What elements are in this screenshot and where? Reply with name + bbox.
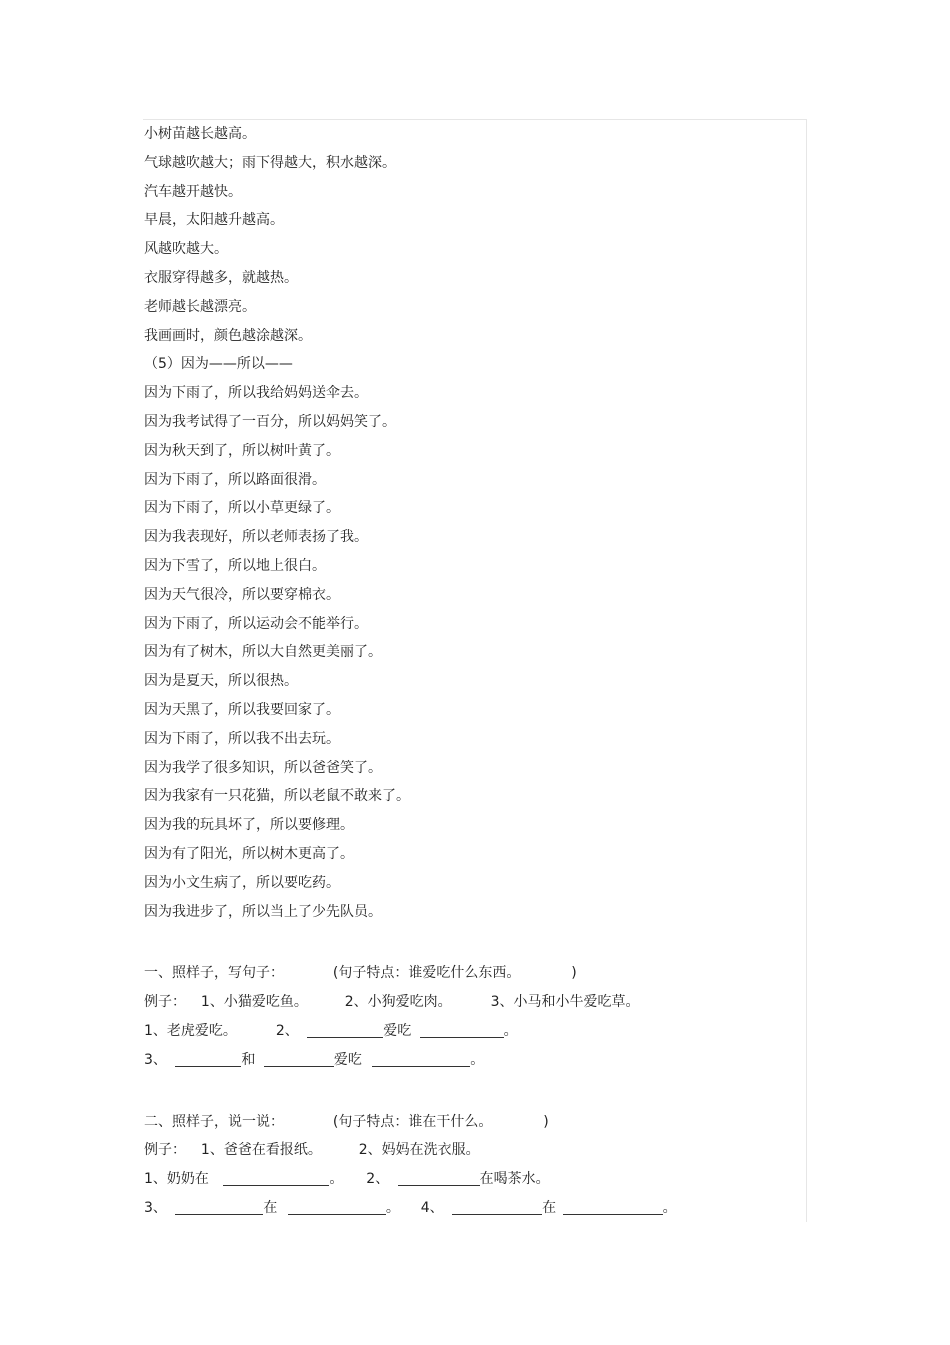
exercise-2-title: 二、照样子，说一说： [144,1113,284,1130]
question-text: 。 [503,1022,518,1039]
exercise-section-2 [144,1108,799,1223]
sentence-list [144,120,799,926]
example-item: 1、小猫爱吃鱼。 [200,994,308,1011]
answer-blank[interactable] [288,1198,386,1215]
example-item: 2、妈妈在洗衣服。 [358,1142,480,1159]
exercise-2-row-2 [144,1194,799,1223]
question-text: 1、老虎爱吃。 [144,1022,237,1039]
example-item: 2、小狗爱吃肉。 [344,994,452,1011]
exercise-1-examples [144,988,799,1017]
answer-blank[interactable] [175,1198,263,1215]
answer-blank[interactable] [372,1050,470,1067]
question-text: 在喝茶水。 [479,1171,550,1188]
text-line: 衣服穿得越多，就越热。 [144,269,298,286]
question-text: 爱吃 [333,1051,362,1068]
text-line: 因为我考试得了一百分，所以妈妈笑了。 [144,413,396,430]
answer-blank[interactable] [398,1169,480,1186]
question-text: 在 [542,1199,557,1216]
answer-blank[interactable] [223,1169,329,1186]
text-line: 汽车越开越快。 [144,183,242,200]
question-text: 1、奶奶在 [144,1171,209,1188]
text-line: 因为下雪了，所以地上很白。 [144,557,326,574]
text-line: 因为我表现好，所以老师表扬了我。 [144,529,368,546]
text-line: 因为我的玩具坏了，所以要修理。 [144,817,354,834]
text-line: 因为天气很冷，所以要穿棉衣。 [144,586,340,603]
exercise-1-title: 一、照样子，写句子： [144,965,284,982]
text-line: 因为小文生病了，所以要吃药。 [144,874,340,891]
text-line: 因为有了阳光，所以树木更高了。 [144,845,354,862]
text-line: 因为我学了很多知识，所以爸爸笑了。 [144,759,382,776]
exercise-1-hint: (句子特点：谁爱吃什么东西。 [332,965,521,982]
question-number: 3、 [144,1051,167,1068]
text-line: 因为下雨了，所以路面很滑。 [144,471,326,488]
text-line: 因为下雨了，所以运动会不能举行。 [144,615,368,632]
example-label: 例子： [144,994,186,1011]
text-line: 因为是夏天，所以很热。 [144,673,298,690]
text-line: 因为天黑了，所以我要回家了。 [144,701,340,718]
question-number: 2、 [366,1171,390,1188]
question-text: 爱吃 [383,1022,412,1039]
example-label: 例子： [144,1142,186,1159]
answer-blank[interactable] [175,1050,241,1067]
exercise-2-heading [144,1108,799,1137]
text-line: 因为有了树木，所以大自然更美丽了。 [144,644,382,661]
question-text: 和 [241,1051,256,1068]
text-line: 老师越长越漂亮。 [144,298,256,315]
answer-blank[interactable] [563,1198,663,1215]
answer-blank[interactable] [452,1198,542,1215]
text-line: 早晨，太阳越升越高。 [144,212,284,229]
text-line: 小树苗越长越高。 [144,126,256,142]
exercise-1-hint-close: ) [571,965,577,982]
text-line: 因为我进步了，所以当上了少先队员。 [144,903,382,920]
exercise-2-row-1 [144,1165,799,1194]
document-body [144,120,799,1223]
text-line: 因为我家有一只花猫，所以老鼠不敢来了。 [144,788,410,805]
answer-blank[interactable] [264,1050,334,1067]
text-line: 我画画时，颜色越涂越深。 [144,327,312,344]
answer-blank[interactable] [420,1021,504,1038]
question-text: 。 [662,1199,677,1216]
text-line: 因为秋天到了，所以树叶黄了。 [144,442,340,459]
text-line: 气球越吹越大；雨下得越大，积水越深。 [144,154,396,171]
example-item: 1、爸爸在看报纸。 [200,1142,322,1159]
example-item: 3、小马和小牛爱吃草。 [490,994,640,1011]
question-text: 。 [470,1051,485,1068]
exercise-1-heading [144,959,799,988]
question-number: 3、 [144,1199,167,1216]
text-line: 因为下雨了，所以小草更绿了。 [144,500,340,517]
text-line: 因为下雨了，所以我给妈妈送伞去。 [144,385,368,402]
section-heading-5: （5）因为——所以—— [144,356,293,373]
question-text: 。 [329,1171,344,1188]
question-number: 2、 [275,1022,299,1039]
exercise-section-1 [144,959,799,1074]
question-number: 4、 [420,1199,444,1216]
exercise-2-hint: (句子特点：谁在干什么。 [332,1113,493,1130]
text-line: 风越吹越大。 [144,241,228,258]
text-line: 因为下雨了，所以我不出去玩。 [144,730,340,747]
exercise-1-row-1 [144,1017,799,1046]
answer-blank[interactable] [307,1021,383,1038]
exercise-2-examples [144,1136,799,1165]
question-text: 。 [385,1199,400,1216]
exercise-1-row-2 [144,1046,799,1075]
question-text: 在 [263,1199,278,1216]
exercise-2-hint-close: ) [543,1113,549,1130]
